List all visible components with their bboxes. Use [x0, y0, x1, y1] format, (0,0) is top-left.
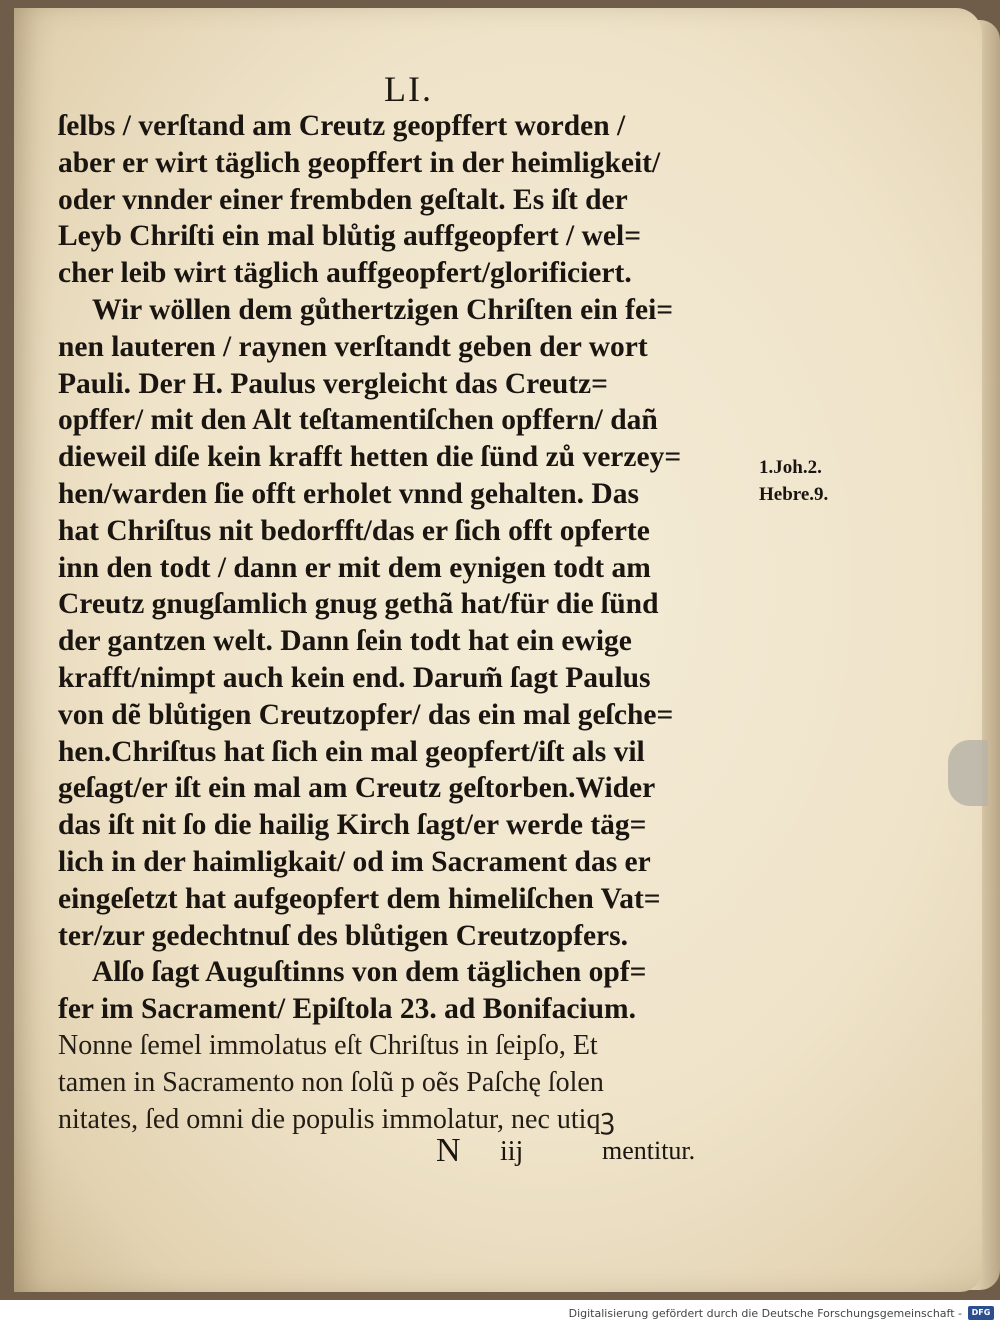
folio-number: LI.: [384, 69, 433, 109]
text-line: hen/warden ſie offt erholet vnnd gehalten. Das: [58, 477, 639, 510]
text-line: der gantzen welt. Dann ſein todt hat ein ewige: [58, 625, 632, 658]
margin-note: Hebre.9.: [759, 484, 829, 505]
text-line: von dẽ blůtigen Creutzopfer/ das ein mal geſche=: [58, 698, 674, 731]
text-line: eingeſetzt hat aufgeopfert dem himeliſchen Vat=: [58, 882, 661, 915]
text-line: nitates, ſed omni die populis immolatur, nec utiqꝫ: [58, 1103, 615, 1135]
text-line: cher leib wirt täglich auffgeopfert/glorificiert.: [58, 257, 632, 290]
text-line: Leyb Chriſti ein mal blůtig auffgeopfert / wel=: [58, 220, 641, 253]
text-line: Alſo ſagt Auguſtinns von dem täglichen opf=: [92, 956, 647, 989]
margin-note: 1.Joh.2.: [759, 457, 822, 478]
text-line: dieweil diſe kein krafft hetten die ſünd zů verzey=: [58, 441, 682, 474]
text-line: ter/zur gedechtnuſ des blůtigen Creutzopfers.: [58, 919, 629, 952]
text-line: inn den todt / dann er mit dem eynigen todt am: [58, 551, 651, 584]
page-tab-marker: [948, 740, 988, 806]
body-text: [58, 108, 758, 1138]
signature-number: iij: [500, 1136, 524, 1167]
catchword: mentitur.: [602, 1136, 696, 1165]
text-line: hen.Chriſtus hat ſich ein mal geopfert/iſt als vil: [58, 735, 645, 768]
text-line: das iſt nit ſo die hailig Kirch ſagt/er werde täg=: [58, 809, 647, 842]
footer-bar: [0, 1300, 1000, 1327]
text-line: aber er wirt täglich geopffert in der heimligkeit/: [58, 146, 661, 179]
text-line: hat Chriſtus nit bedorfft/das er ſich offt opferte: [58, 514, 650, 547]
text-line: fer im Sacrament/ Epiſtola 23. ad Bonifacium.: [58, 993, 636, 1026]
text-line: Wir wöllen dem gůthertzigen Chriſten ein fei=: [92, 293, 674, 326]
text-line: Pauli. Der H. Paulus vergleicht das Creutz=: [58, 367, 608, 400]
text-line: ſelbs / verſtand am Creutz geopffert worden /: [58, 110, 626, 142]
text-line: opffer/ mit den Alt teſtamentiſchen opffern/ dañ: [58, 404, 658, 437]
margin-notes: [759, 454, 828, 508]
text-line: oder vnnder einer frembden geſtalt. Es iſt der: [58, 183, 628, 216]
text-line: Nonne ſemel immolatus eſt Chriſtus in ſeipſo, Et: [58, 1029, 598, 1061]
text-line: lich in der haimligkait/ od im Sacrament das er: [58, 845, 651, 878]
dfg-logo: DFG: [968, 1306, 994, 1320]
text-line: krafft/nimpt auch kein end. Darum̃ ſagt Paulus: [58, 661, 651, 694]
text-line: tamen in Sacramento non ſolũ p oẽs Paſchę ſolen: [58, 1066, 604, 1098]
text-line: Creutz gnugſamlich gnug gethã hat/für die ſünd: [58, 588, 659, 621]
footer-credit: Digitalisierung gefördert durch die Deutsche Forschungsgemeinschaft -: [568, 1307, 962, 1320]
text-line: geſagt/er iſt ein mal am Creutz geſtorben.Wider: [58, 772, 656, 805]
signature-mark: N: [436, 1132, 461, 1169]
text-line: nen lauteren / raynen verſtandt geben der wort: [58, 330, 648, 363]
book-page: [14, 8, 982, 1292]
